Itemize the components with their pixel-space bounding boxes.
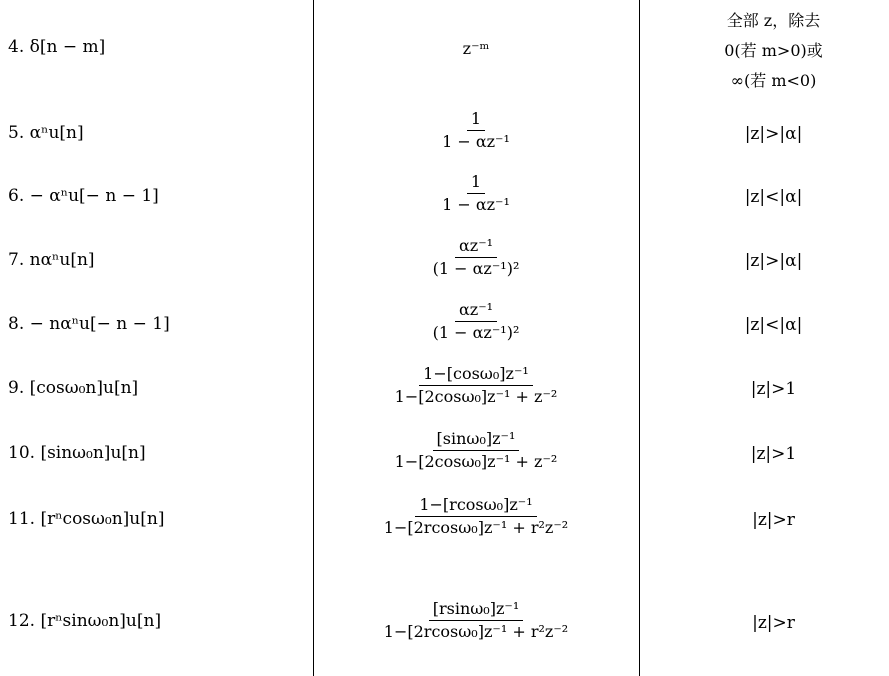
signal-cell: 7. nαⁿu[n] <box>8 250 95 270</box>
signal-cell: 4. δ[n − m] <box>8 37 106 57</box>
transform-fraction <box>429 301 524 341</box>
signal-cell: 5. αⁿu[n] <box>8 123 84 143</box>
roc-cell: |z|>1 <box>750 379 797 399</box>
signal-cell: 11. [rⁿcosω₀n]u[n] <box>8 509 165 529</box>
fraction-denominator: 1 − αz⁻¹ <box>442 194 510 214</box>
transform-cell <box>313 110 639 150</box>
signal-cell: 9. [cosω₀n]u[n] <box>8 378 139 398</box>
transform-fraction <box>380 600 572 640</box>
roc-multiline <box>724 6 823 96</box>
transform-cell <box>313 430 639 470</box>
roc-line: 全部 z，除去 <box>726 11 821 30</box>
transform-cell <box>313 39 639 58</box>
roc-cell: |z|>|α| <box>744 124 803 144</box>
fraction-denominator: 1−[2rcosω₀]z⁻¹ + r²z⁻² <box>383 517 569 537</box>
roc-cell: |z|>1 <box>750 444 797 464</box>
transform-fraction <box>391 430 562 470</box>
roc-cell: |z|<|α| <box>744 187 803 207</box>
fraction-denominator: (1 − αz⁻¹)² <box>432 258 520 278</box>
transform-cell <box>313 301 639 341</box>
transform-expression: z⁻ᵐ <box>462 39 490 58</box>
fraction-denominator: 1−[2rcosω₀]z⁻¹ + r²z⁻² <box>383 621 569 641</box>
fraction-numerator: 1 <box>467 173 485 194</box>
transform-cell <box>313 173 639 213</box>
fraction-denominator: 1−[2cosω₀]z⁻¹ + z⁻² <box>394 386 558 406</box>
roc-cell <box>658 6 889 96</box>
signal-cell: 12. [rⁿsinω₀n]u[n] <box>8 611 162 631</box>
fraction-numerator: αz⁻¹ <box>455 237 497 258</box>
fraction-denominator: 1 − αz⁻¹ <box>442 131 510 151</box>
fraction-numerator: αz⁻¹ <box>455 301 497 322</box>
transform-fraction <box>380 496 572 536</box>
transform-fraction <box>438 110 514 150</box>
roc-line: ∞(若 m<0) <box>730 71 817 90</box>
table-row <box>0 0 889 108</box>
table-row <box>0 171 889 234</box>
fraction-denominator: 1−[2cosω₀]z⁻¹ + z⁻² <box>394 451 558 471</box>
fraction-numerator: 1−[cosω₀]z⁻¹ <box>419 365 533 386</box>
signal-cell: 10. [sinω₀n]u[n] <box>8 443 146 463</box>
transform-cell <box>313 237 639 277</box>
transform-cell <box>313 600 639 640</box>
fraction-numerator: 1 <box>467 110 485 131</box>
transform-fraction <box>429 237 524 277</box>
table-row <box>0 234 889 297</box>
table-row <box>0 108 889 171</box>
roc-cell: |z|>r <box>752 613 795 633</box>
table-row <box>0 360 889 425</box>
fraction-numerator: [rsinω₀]z⁻¹ <box>429 600 524 621</box>
roc-cell: |z|<|α| <box>744 315 803 335</box>
transform-fraction <box>391 365 562 405</box>
table-row <box>0 556 889 676</box>
signal-cell: 6. − αⁿu[− n − 1] <box>8 186 159 206</box>
signal-cell: 8. − nαⁿu[− n − 1] <box>8 314 170 334</box>
table-row <box>0 490 889 556</box>
roc-cell: |z|>r <box>752 510 795 530</box>
table-row <box>0 297 889 360</box>
transform-cell <box>313 496 639 536</box>
fraction-numerator: 1−[rcosω₀]z⁻¹ <box>415 496 536 517</box>
roc-cell: |z|>|α| <box>744 251 803 271</box>
roc-line: 0(若 m>0)或 <box>724 41 823 60</box>
fraction-numerator: [sinω₀]z⁻¹ <box>433 430 520 451</box>
transform-fraction <box>438 173 514 213</box>
transform-cell <box>313 365 639 405</box>
fraction-denominator: (1 − αz⁻¹)² <box>432 322 520 342</box>
table-row <box>0 425 889 490</box>
